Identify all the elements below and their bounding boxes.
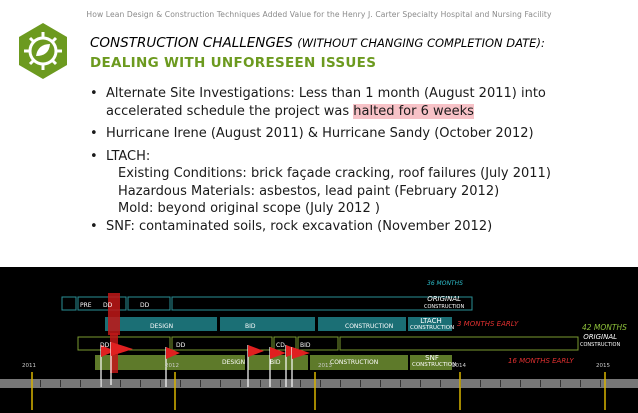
bullet-1-cont [90, 103, 551, 121]
sub-bullet-3: Mold: beyond original scope (July 2012 ) [118, 201, 380, 216]
bullet-dot: • [90, 148, 98, 164]
year-2012: 2012 [165, 363, 179, 369]
row4-label-design: DESIGN [222, 359, 246, 366]
row4-label-bid: BID [270, 359, 281, 366]
original-text: ORIGINAL [427, 295, 462, 303]
sub-bullet-1: Existing Conditions: brick façade cracking, roof failures (July 2011) [118, 166, 551, 181]
label-36-months: 36 MONTHS [427, 280, 463, 287]
row2-label-construction: CONSTRUCTION [345, 323, 394, 330]
original-text: ORIGINAL [583, 333, 618, 341]
label-original-2 [580, 334, 620, 349]
row1-pre-box [62, 297, 76, 310]
bullet-2 [90, 125, 551, 143]
row1-label-dd2: DD [140, 302, 150, 309]
bullet-text: Alternate Site Investigations: Less than 1 month (August 2011) into [106, 86, 546, 101]
timeline-graphic [0, 267, 638, 413]
bullet-3 [90, 148, 551, 166]
year-2011: 2011 [22, 363, 36, 369]
row1-label-pre: PRE [80, 302, 92, 309]
label-16-months-early: 16 MONTHS EARLY [508, 357, 574, 365]
row3-label-bid: BID [300, 342, 311, 349]
highlight-halted: halted for 6 weeks [353, 103, 474, 119]
year-2014: 2014 [452, 363, 466, 369]
construction-text: CONSTRUCTION [580, 342, 621, 348]
sub-bullet-2: Hazardous Materials: asbestos, lead paint (February 2012) [118, 183, 500, 199]
ltach-label [410, 317, 455, 331]
label-original-1 [424, 296, 464, 311]
label-3-months-early: 3 MONTHS EARLY [457, 320, 519, 328]
row3-label-dd: DD [100, 342, 110, 349]
bullet-text: accelerated schedule the project was [106, 103, 354, 119]
bullet-dot: • [90, 126, 98, 141]
bullet-dot: • [90, 218, 98, 234]
halt-marker-1 [108, 293, 120, 335]
row4-label-construction: CONSTRUCTION [330, 359, 379, 366]
title-sub: (WITHOUT CHANGING COMPLETION DATE): [297, 36, 545, 50]
schedule-timeline [0, 267, 638, 413]
bullet-text: SNF: contaminated soils, rock excavation (November 2012) [106, 218, 493, 234]
bullet-text: LTACH: [106, 148, 151, 164]
snf-text: SNF [425, 354, 439, 362]
row3-construction-box [340, 337, 578, 350]
snf-label [412, 354, 457, 368]
label-42-months: 42 MONTHS [582, 323, 627, 332]
row3-label-dd2: DD [176, 342, 186, 349]
ltach-text: LTACH [420, 317, 442, 325]
gear-leaf-logo [14, 22, 72, 80]
snf-construction-text: CONSTRUCTION [412, 362, 457, 368]
row2-label-bid: BID [245, 323, 256, 330]
row3-dd2-box [172, 337, 272, 350]
bullet-text: Hurricane Irene (August 2011) & Hurricane Sandy (October 2012) [106, 126, 534, 141]
ltach-construction-text: CONSTRUCTION [410, 325, 455, 331]
year-axis-bar [0, 379, 638, 388]
row1-label-dd: DD [103, 302, 113, 309]
bullet-dot: • [90, 86, 98, 101]
bullet-list [90, 85, 551, 235]
construction-text: CONSTRUCTION [424, 304, 465, 310]
bullet-1 [90, 85, 551, 103]
row3-label-cd: CD [276, 342, 285, 349]
year-2015: 2015 [596, 363, 610, 369]
slide-title [90, 35, 545, 51]
row2-bid-bar [220, 317, 315, 331]
slide-subtitle: DEALING WITH UNFORESEEN ISSUES [90, 55, 377, 71]
year-2013: 2013 [318, 363, 332, 369]
row2-label-design: DESIGN [150, 323, 174, 330]
page-header: How Lean Design & Construction Techniques Added Value for the Henry J. Carter Specialty Hospital and Nursing Facility [86, 10, 552, 19]
title-main: CONSTRUCTION CHALLENGES [90, 35, 293, 51]
bullet-4 [90, 218, 551, 236]
